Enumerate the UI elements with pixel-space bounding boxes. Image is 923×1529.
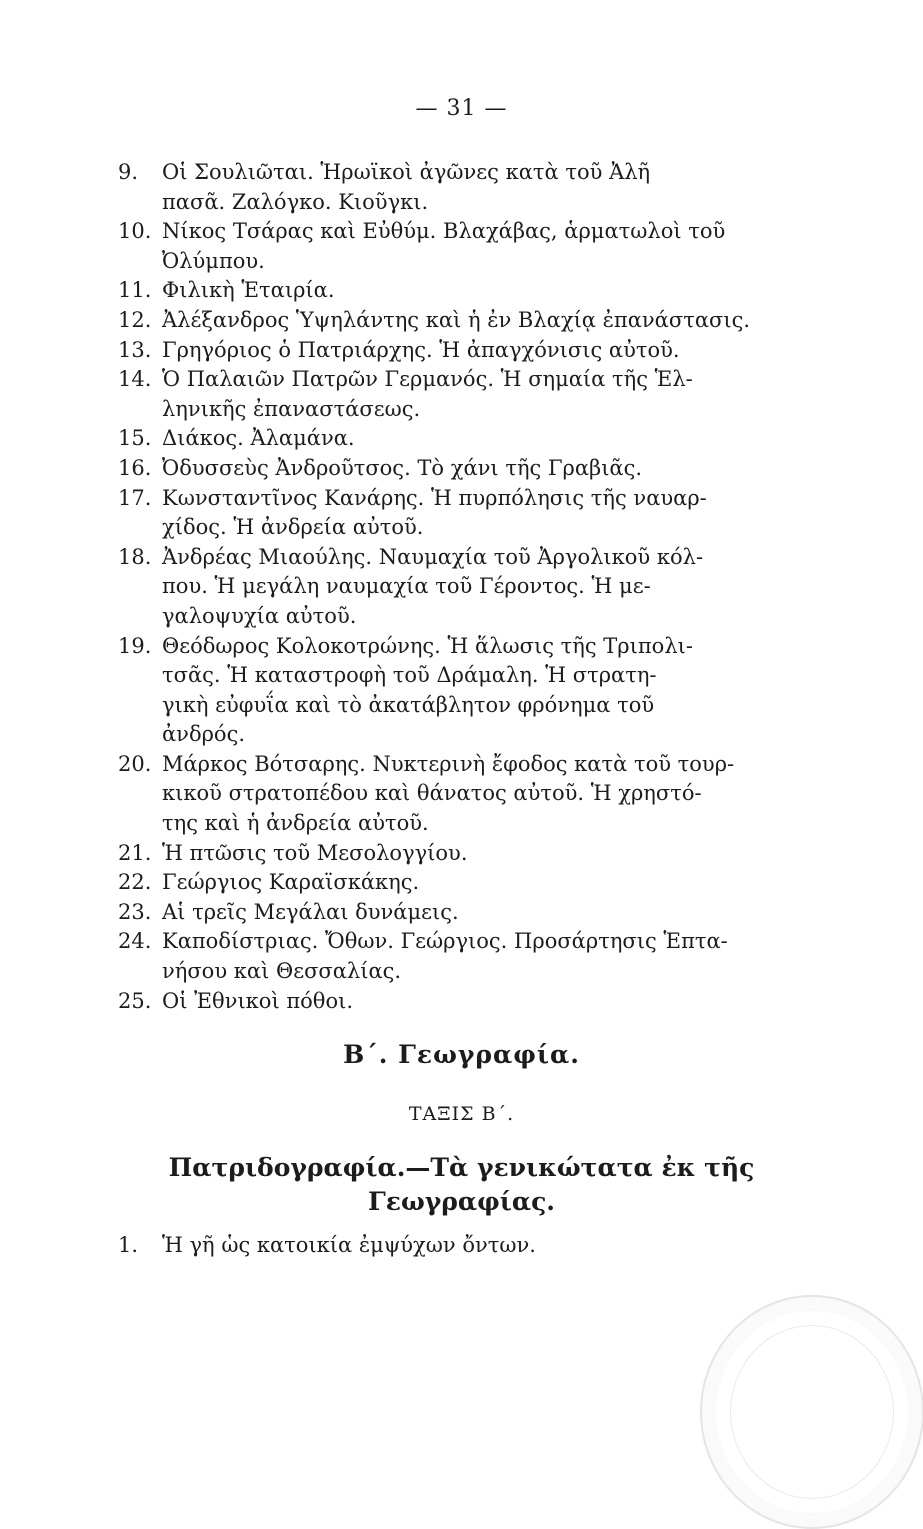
geography-item bbox=[118, 1233, 536, 1257]
list-item bbox=[118, 839, 758, 869]
list-item bbox=[118, 276, 758, 306]
list-item-line: γαλοψυχία αὐτοῦ. bbox=[162, 603, 357, 628]
list-item bbox=[118, 158, 758, 217]
list-item-line: Γρηγόριος ὁ Πατριάρχης. Ἡ ἀπαγχόνισις αὐτοῦ. bbox=[162, 337, 680, 362]
list-item-number: 14. bbox=[118, 367, 152, 392]
geography-item-text: Ἡ γῆ ὡς κατοικία ἐμψύχων ὄντων. bbox=[162, 1233, 536, 1257]
geography-item-number: 1. bbox=[118, 1233, 139, 1257]
list-item-line: Γεώργιος Καραϊσκάκης. bbox=[162, 870, 420, 895]
list-item-line: ληνικῆς ἐπαναστάσεως. bbox=[162, 396, 421, 421]
list-item-line: τσᾶς. Ἡ καταστροφὴ τοῦ Δράμαλη. Ἡ στρατη- bbox=[162, 663, 657, 688]
section-title: Β΄. Γεωγραφία. bbox=[343, 1040, 580, 1069]
list-item-line: χίδος. Ἡ ἀνδρεία αὐτοῦ. bbox=[162, 515, 424, 540]
list-item-line: Καποδίστριας. Ὄθων. Γεώργιος. Προσάρτησις Ἑπτα- bbox=[162, 929, 728, 954]
list-item bbox=[118, 868, 758, 898]
list-item-number: 18. bbox=[118, 544, 152, 569]
list-item-line: κικοῦ στρατοπέδου καὶ θάνατος αὐτοῦ. Ἡ χρηστό- bbox=[162, 781, 702, 806]
subtitle bbox=[0, 1151, 923, 1219]
list-item bbox=[118, 424, 758, 454]
list-item-line: Οἱ Ἐθνικοὶ πόθοι. bbox=[162, 988, 353, 1013]
library-stamp-icon bbox=[700, 1295, 923, 1529]
list-item bbox=[118, 484, 758, 543]
list-item bbox=[118, 750, 758, 839]
list-item-line: που. Ἡ μεγάλη ναυμαχία τοῦ Γέροντος. Ἡ με- bbox=[162, 574, 651, 599]
list-item-number: 25. bbox=[118, 988, 152, 1013]
list-item-line: Θεόδωρος Κολοκοτρώνης. Ἡ ἅλωσις τῆς Τριπολι- bbox=[162, 633, 693, 658]
list-item bbox=[118, 927, 758, 986]
list-item-number: 15. bbox=[118, 426, 152, 451]
list-item bbox=[118, 336, 758, 366]
list-item-number: 17. bbox=[118, 485, 152, 510]
list-item-line: Κωνσταντῖνος Κανάρης. Ἡ πυρπόλησις τῆς ναυαρ- bbox=[162, 485, 707, 510]
list-item-line: γικὴ εὐφυΐα καὶ τὸ ἀκατάβλητον φρόνημα τοῦ bbox=[162, 692, 655, 717]
list-item-line: της καὶ ἡ ἀνδρεία αὐτοῦ. bbox=[162, 811, 429, 836]
list-item-number: 19. bbox=[118, 633, 152, 658]
list-item-line: Ὁ Παλαιῶν Πατρῶν Γερμανός. Ἡ σημαία τῆς Ἑλ- bbox=[162, 367, 693, 392]
list-item-number: 24. bbox=[118, 929, 152, 954]
list-item bbox=[118, 365, 758, 424]
list-item-line: Διάκος. Ἀλαμάνα. bbox=[162, 426, 355, 451]
list-item-number: 20. bbox=[118, 751, 152, 776]
list-item-line: Νίκος Τσάρας καὶ Εὐθύμ. Βλαχάβας, ἁρματωλοὶ τοῦ bbox=[162, 219, 726, 244]
list-item-number: 9. bbox=[118, 160, 139, 184]
list-item-line: Οἱ Σουλιῶται. Ἡρωϊκοὶ ἀγῶνες κατὰ τοῦ Ἀλῆ bbox=[162, 160, 651, 184]
list-item bbox=[118, 306, 758, 336]
list-item-line: Ἡ πτῶσις τοῦ Μεσολογγίου. bbox=[162, 840, 468, 865]
list-item-line: Αἱ τρεῖς Μεγάλαι δυνάμεις. bbox=[162, 899, 459, 924]
list-item bbox=[118, 987, 758, 1017]
list-item-number: 12. bbox=[118, 307, 152, 332]
list-item bbox=[118, 632, 758, 750]
list-item bbox=[118, 454, 758, 484]
subtitle-line-2: Γεωγραφίας. bbox=[368, 1187, 555, 1216]
list-item-line: νήσου καὶ Θεσσαλίας. bbox=[162, 959, 402, 984]
class-title: ΤΑΞΙΣ Β΄. bbox=[408, 1103, 515, 1125]
list-item-line: Ὀδυσσεὺς Ἀνδροῦτσος. Τὸ χάνι τῆς Γραβιᾶς. bbox=[162, 455, 643, 480]
list-item-line: ἀνδρός. bbox=[162, 722, 246, 747]
subtitle-line-1: Πατριδογραφία.—Τὰ γενικώτατα ἐκ τῆς bbox=[168, 1153, 755, 1182]
list-item-line: Ἀλέξανδρος Ὑψηλάντης καὶ ἡ ἐν Βλαχίᾳ ἐπανάστασις. bbox=[162, 307, 750, 332]
list-item bbox=[118, 898, 758, 928]
list-item-number: 23. bbox=[118, 899, 152, 924]
list-item bbox=[118, 217, 758, 276]
list-item-number: 22. bbox=[118, 870, 152, 895]
list-item-line: Φιλικὴ Ἑταιρία. bbox=[162, 278, 335, 303]
history-topics-list bbox=[118, 158, 758, 1016]
list-item-line: Ἀνδρέας Μιαούλης. Ναυμαχία τοῦ Ἀργολικοῦ κόλ- bbox=[162, 544, 704, 569]
list-item-number: 16. bbox=[118, 455, 152, 480]
list-item-number: 21. bbox=[118, 840, 152, 865]
list-item-line: Μάρκος Βότσαρης. Νυκτερινὴ ἔφοδος κατὰ τοῦ τουρ- bbox=[162, 751, 735, 776]
list-item-number: 11. bbox=[118, 278, 152, 303]
list-item-line: Ὀλύμπου. bbox=[162, 248, 265, 273]
list-item-number: 10. bbox=[118, 219, 152, 244]
list-item-number: 13. bbox=[118, 337, 152, 362]
list-item bbox=[118, 543, 758, 632]
page-number: — 31 — bbox=[415, 96, 508, 121]
list-item-line: πασᾶ. Ζαλόγκο. Κιοῦγκι. bbox=[162, 189, 429, 214]
